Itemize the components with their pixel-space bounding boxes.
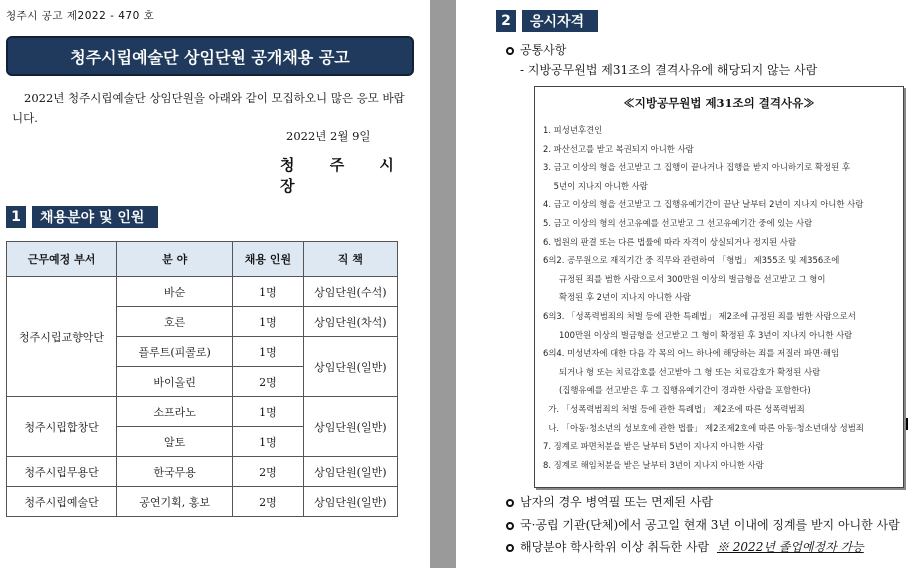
disqualification-item: 5년이 지나지 아니한 사람 [543, 180, 648, 191]
field-cell: 호른 [117, 307, 233, 337]
count-cell: 1명 [233, 277, 303, 307]
count-cell: 2명 [233, 457, 303, 487]
disqualification-item: 나. 「아동·청소년의 성보호에 관한 법률」 제2조제2호에 따른 아동·청소년대상 성범죄 [543, 422, 864, 433]
disqualification-item: 4. 금고 이상의 형을 선고받고 그 집행유예기간이 끝난 날부터 2년이 지나지 아니한 사람 [543, 199, 864, 210]
bullet-discipline [506, 516, 900, 533]
disqualification-item: 6의2. 공무원으로 재직기간 중 직무와 관련하여 「형법」 제355조 및 제356조에 [543, 255, 840, 266]
section-2-number: 2 [496, 10, 516, 32]
section-2-heading [496, 10, 598, 32]
table-row [7, 397, 398, 427]
bullet-text: 남자의 경우 병역필 또는 면제된 사람 [520, 495, 713, 509]
bullet-text: 해당분야 학사학위 이상 취득한 사람 [520, 540, 710, 554]
disqualification-item: 3. 금고 이상의 형을 선고받고 그 집행이 끝나거나 집행을 받지 아니하기로 확정된 후 [543, 162, 850, 173]
field-cell: 알토 [117, 427, 233, 457]
table-row [7, 487, 398, 517]
disqualification-item: 2. 파산선고를 받고 복권되지 아니한 사람 [543, 143, 694, 154]
common-sub-item: - 지방공무원법 제31조의 결격사유에 해당되지 않는 사람 [520, 63, 818, 77]
announcement-date: 2022년 2월 9일 [286, 129, 371, 143]
document-number: 청주시 공고 제2022 - 470 호 [6, 10, 155, 22]
field-cell: 소프라노 [117, 397, 233, 427]
field-cell: 공연기획, 홍보 [117, 487, 233, 517]
common-requirement [506, 41, 566, 58]
graduation-note: ※ 2022년 졸업예정자 가능 [716, 540, 864, 554]
count-cell: 2명 [233, 487, 303, 517]
count-cell: 1명 [233, 397, 303, 427]
count-cell: 1명 [233, 307, 303, 337]
common-label: 공통사항 [520, 43, 567, 57]
disqualification-item: 7. 징계로 파면처분을 받은 날부터 5년이 지나지 아니한 사람 [543, 441, 764, 452]
bullet-degree [506, 538, 864, 555]
field-cell: 바이올린 [117, 367, 233, 397]
disqualification-item: 100만원 이상의 벌금형을 선고받고 그 형이 확정된 후 3년이 지나지 아니한 사람 [543, 329, 853, 340]
table-row [7, 277, 398, 307]
header-count: 채용 인원 [233, 242, 303, 277]
position-cell: 상임단원(일반) [303, 457, 397, 487]
bullet-military [506, 493, 713, 510]
page-title-text: 청주시립예술단 상임단원 공개채용 공고 [70, 47, 350, 67]
header-dept: 근무예정 부서 [7, 242, 117, 277]
disqualification-item: 되거나 형 또는 치료감호를 선고받아 그 형 또는 치료감호가 확정된 사람 [543, 366, 821, 377]
header-field: 분 야 [117, 242, 233, 277]
position-cell: 상임단원(일반) [303, 487, 397, 517]
disqualification-item: 확정된 후 2년이 지나지 아니한 사람 [543, 292, 691, 303]
position-cell: 상임단원(일반) [303, 337, 397, 397]
table-row [7, 457, 398, 487]
bullet-text: 국·공립 기관(단체)에서 공고일 현재 3년 이내에 징계를 받지 아니한 사람 [520, 518, 900, 532]
disqualification-item: 6. 법원의 판결 또는 다른 법률에 따라 자격이 상실되거나 정지된 사람 [543, 236, 797, 247]
field-cell: 플루트(피콜로) [117, 337, 233, 367]
position-cell: 상임단원(수석) [303, 277, 397, 307]
section-1-title: 채용분야 및 인원 [32, 206, 158, 228]
count-cell: 2명 [233, 367, 303, 397]
section-1-heading [6, 206, 158, 228]
issuer-signature: 청 주 시 장 [280, 156, 409, 195]
position-cell: 상임단원(일반) [303, 397, 397, 457]
section-2-title: 응시자격 [522, 10, 598, 32]
recruitment-table [6, 241, 398, 517]
disqualification-item: 1. 피성년후견인 [543, 125, 603, 135]
disqualification-item: 5. 금고 이상의 형의 선고유예를 선고받고 그 선고유예기간 중에 있는 사람 [543, 218, 813, 228]
disqualification-item: 가. 「성폭력범죄의 처벌 등에 관한 특례법」 제2조에 따른 성폭력범죄 [543, 404, 805, 414]
dept-cell: 청주시립교향악단 [7, 277, 117, 397]
bullet-circle-icon [506, 522, 514, 530]
disqualification-box [534, 86, 904, 488]
section-1-number: 1 [6, 206, 26, 228]
left-page [0, 0, 430, 568]
count-cell: 1명 [233, 337, 303, 367]
header-position: 직 책 [303, 242, 397, 277]
disqualification-item: 규정된 죄를 범한 사람으로서 300만원 이상의 벌금형을 선고받고 그 형이 [543, 273, 826, 284]
dept-cell: 청주시립합창단 [7, 397, 117, 457]
disqualification-item: 8. 징계로 해임처분을 받은 날부터 3년이 지나지 아니한 사람 [543, 459, 764, 470]
dept-cell: 청주시립예술단 [7, 487, 117, 517]
dept-cell: 청주시립무용단 [7, 457, 117, 487]
count-cell: 1명 [233, 427, 303, 457]
disqualification-box-title: ≪지방공무원법 제31조의 결격사유≫ [623, 96, 815, 110]
field-cell: 한국무용 [117, 457, 233, 487]
bullet-circle-icon [506, 47, 514, 55]
bullet-circle-icon [506, 544, 514, 552]
field-cell: 바순 [117, 277, 233, 307]
disqualification-item: (집행유예를 선고받은 후 그 집행유예기간이 경과한 사람을 포함한다) [543, 385, 811, 396]
text-cursor [905, 418, 908, 430]
page-title [6, 36, 414, 76]
disqualification-item: 6의3. 「성폭력범죄의 처벌 등에 관한 특례법」 제2조에 규정된 죄를 범한 사람으로서 [543, 311, 856, 321]
disqualification-item: 6의4. 미성년자에 대한 다음 각 목의 어느 하나에 해당하는 죄를 저질러 파면·해임 [543, 348, 840, 359]
position-cell: 상임단원(차석) [303, 307, 397, 337]
table-header-row [7, 242, 398, 277]
intro-paragraph: 2022년 청주시립예술단 상임단원을 아래와 같이 모집하오니 많은 응모 바랍니다. [12, 91, 405, 125]
bullet-circle-icon [506, 499, 514, 507]
